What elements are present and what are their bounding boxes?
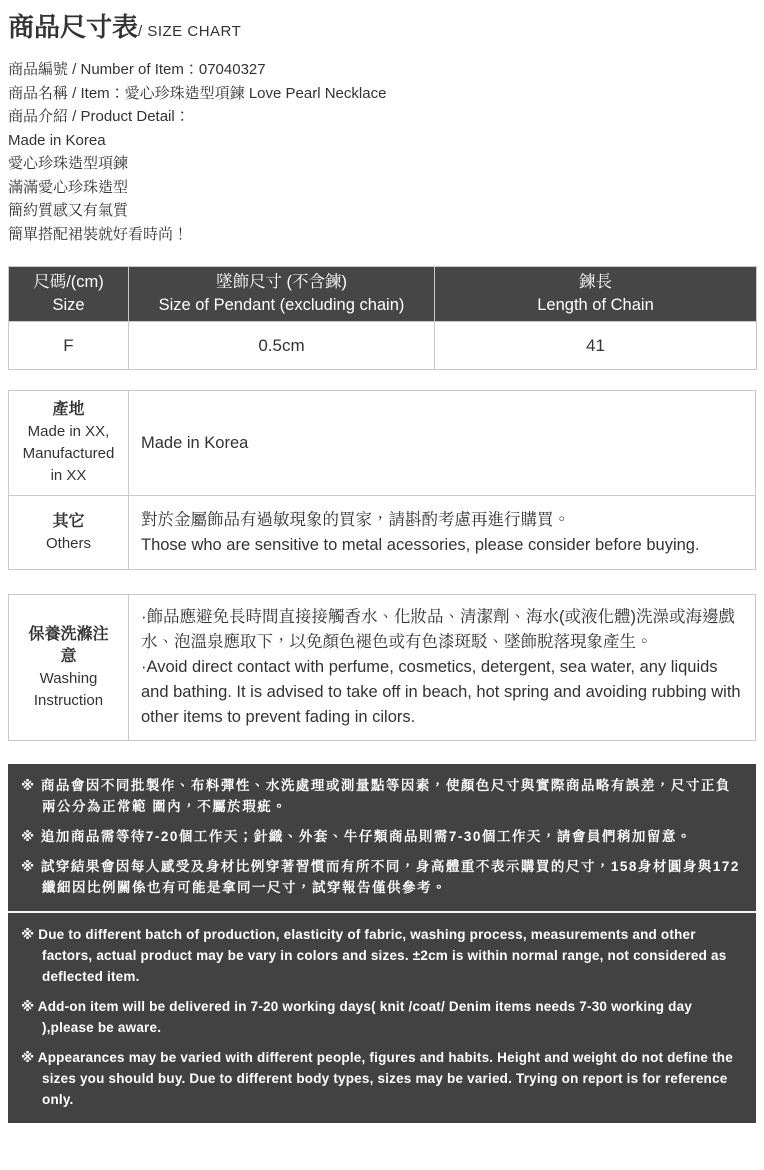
size-value: F (9, 322, 129, 370)
note-zh: ※ 商品會因不同批製作、布料彈性、水洗處理或測量點等因素，使顏色尺寸與實際商品略有誤差，尺寸正負兩公分為正常範 圍內，不屬於瑕疵。 (21, 778, 731, 814)
column-header-pendant (129, 267, 435, 322)
product-detail-heading: 商品介紹 / Product Detail： (8, 108, 190, 125)
page-title-zh: 商品尺寸表 (8, 12, 139, 42)
notes-section-en (8, 913, 756, 1123)
origin-row (9, 391, 756, 496)
pendant-size-value: 0.5cm (129, 322, 435, 370)
washing-row (9, 595, 756, 741)
product-detail-table (8, 390, 756, 570)
product-name-line: 商品名稱 / Item：愛心珍珠造型項鍊 Love Pearl Necklace (8, 84, 387, 102)
washing-content-en: ·Avoid direct contact with perfume, cosmetics, detergent, sea water, any liquids and bathing. It is advised to take off in beach, hot spring and avoiding rubbing with other items to prevent fading in cilors. (141, 658, 741, 726)
page-title (8, 10, 756, 49)
product-detail-line: Made in Korea (8, 131, 106, 149)
others-content (129, 496, 756, 570)
others-content-en: Those who are sensitive to metal acessories, please consider before buying. (141, 535, 700, 554)
page-title-en: / SIZE CHART (138, 23, 242, 40)
note-zh: ※ 追加商品需等待7-20個工作天；針織、外套、牛仔類商品則需7-30個工作天，請會員們稍加留意。 (21, 829, 692, 844)
product-number-line: 商品編號 / Number of Item：07040327 (8, 61, 266, 78)
note-en: ※ Appearances may be varied with different people, figures and habits. Height and weight do not define the sizes you should buy. Due to different body types, sizes may be varied. Trying on report is for reference only. (21, 1050, 733, 1107)
column-header-size-en: Size (52, 296, 85, 314)
column-header-size (9, 267, 129, 322)
washing-label-en: Washing Instruction (33, 669, 104, 709)
washing-label-zh: 保養洗滌注意 (28, 625, 109, 665)
product-detail-line: 簡約質感又有氣質 (8, 202, 129, 219)
washing-label (9, 595, 129, 741)
column-header-chain-zh: 鍊長 (579, 273, 612, 291)
product-detail-line: 滿滿愛心珍珠造型 (8, 178, 129, 196)
column-header-pendant-zh: 墜飾尺寸 (不含鍊) (215, 273, 348, 291)
note-zh: ※ 試穿結果會因每人感受及身材比例穿著習慣而有所不同，身高體重不表示購買的尺寸，158身材圓身與172纖細因比例關係也有可能是拿同一尺寸，試穿報告僅供參考。 (21, 859, 740, 895)
origin-label (9, 391, 129, 496)
size-chart-table (8, 266, 757, 370)
others-row (9, 496, 756, 570)
note-en: ※ Add-on item will be delivered in 7-20 working days( knit /coat/ Denim items needs 7-30 working day ),please be aware. (21, 999, 693, 1035)
column-header-chain-en: Length of Chain (537, 296, 654, 314)
origin-content: Made in Korea (129, 391, 756, 496)
others-label-en: Others (45, 534, 91, 552)
product-info (8, 58, 756, 246)
washing-instruction-table (8, 594, 756, 741)
chain-length-value: 41 (435, 322, 757, 370)
washing-content (129, 595, 756, 741)
others-label (9, 496, 129, 570)
others-label-zh: 其它 (52, 512, 85, 530)
origin-label-zh: 產地 (52, 401, 85, 418)
note-en: ※ Due to different batch of production, elasticity of fabric, washing process, measurements and other factors, actual product may be vary in colors and sizes. ±2cm is within normal range, not considered as deflected item. (21, 927, 727, 984)
washing-content-zh: ·飾品應避免長時間直接接觸香水、化妝品、清潔劑、海水(或液化體)洗澡或海邊戲水、泡溫泉應取下，以免顏色褪色或有色漆斑駁、墜飾脫落現象產生。 (141, 608, 735, 651)
notes-panel (8, 764, 756, 1123)
size-table-header-row (9, 267, 757, 322)
column-header-chain (435, 267, 757, 322)
column-header-size-zh: 尺碼/(cm) (33, 273, 104, 291)
others-content-zh: 對於金屬飾品有過敏現象的買家，請斟酌考慮再進行購買。 (141, 510, 570, 529)
column-header-pendant-en: Size of Pendant (excluding chain) (158, 296, 405, 314)
origin-label-en: Made in XX, Manufactured in XX (22, 423, 115, 484)
product-detail-line: 簡單搭配裙裝就好看時尚！ (8, 225, 189, 243)
size-table-row (9, 322, 757, 370)
product-detail-line: 愛心珍珠造型項鍊 (8, 155, 129, 172)
notes-section-zh (8, 764, 756, 911)
